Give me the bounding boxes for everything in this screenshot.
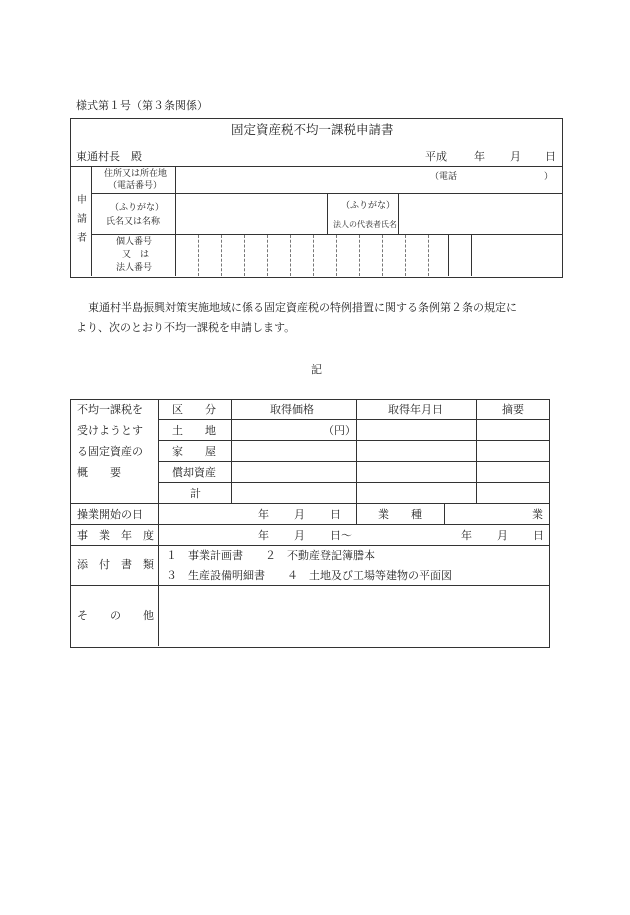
building-price-field[interactable] [233, 442, 354, 460]
phone-close: ） [544, 172, 554, 182]
address-label: 住所又は所在地 [104, 169, 168, 179]
applicant-label-1: 申 [77, 195, 87, 206]
start-year: 年 [258, 508, 269, 521]
total-note-field[interactable] [478, 484, 547, 502]
total-date-field[interactable] [358, 484, 474, 502]
details-label-2: 受けようとす [77, 424, 143, 437]
name-label: 氏名又は名称 [106, 217, 161, 227]
industry-field[interactable] [446, 505, 530, 523]
row-depreciable-label: 償却資産 [172, 466, 216, 479]
phone-open: （電話 [430, 172, 458, 182]
industry-label: 業 種 [378, 508, 422, 521]
attachments-label: 添 付 書 類 [77, 558, 154, 571]
id-label-1: 個人番号 [116, 237, 153, 247]
id-label-3: 法人番号 [116, 263, 153, 273]
ki-label: 記 [311, 363, 322, 376]
start-day: 日 [330, 508, 341, 521]
other-label: そ の 他 [77, 609, 154, 622]
fiscal-from-month: 月 [294, 529, 305, 542]
date-month-label: 月 [510, 150, 521, 163]
col-category-header: 区 分 [172, 403, 216, 416]
fiscal-from-day: 日～ [330, 529, 352, 542]
date-day-label: 日 [545, 150, 556, 163]
details-label-1: 不均一課税を [77, 403, 143, 416]
depreciable-price-field[interactable] [233, 463, 354, 481]
col-date-header: 取得年月日 [388, 403, 443, 416]
id-label-2: 又 は [122, 250, 150, 260]
start-month: 月 [294, 508, 305, 521]
name-field[interactable] [180, 196, 324, 232]
yen-unit: （円） [323, 424, 356, 437]
fiscal-to-month: 月 [497, 529, 508, 542]
fiscal-year-label: 事 業 年 度 [77, 529, 154, 542]
industry-suffix: 業 [532, 508, 543, 521]
fiscal-to-year: 年 [461, 529, 472, 542]
id-number-field[interactable] [176, 235, 472, 276]
date-year-label: 年 [474, 150, 485, 163]
col-note-header: 摘要 [502, 403, 524, 416]
start-date-field[interactable] [160, 505, 354, 523]
representative-field[interactable] [402, 196, 558, 232]
depreciable-date-field[interactable] [358, 463, 474, 481]
furigana-label: （ふりがな） [110, 203, 165, 213]
date-era: 平成 [425, 150, 447, 163]
building-note-field[interactable] [478, 442, 547, 460]
attachment-line-2: ３ 生産設備明細書 ４ 土地及び工場等建物の平面図 [166, 569, 452, 582]
land-note-field[interactable] [478, 421, 547, 439]
applicant-label-2: 請 [77, 214, 87, 225]
address-field[interactable] [180, 169, 420, 191]
row-land-label: 土 地 [172, 424, 216, 437]
body-line-2: より、次のとおり不均一課税を申請します。 [76, 321, 296, 334]
attachment-line-1: １ 事業計画書 ２ 不動産登記簿謄本 [166, 549, 375, 562]
col-price-header: 取得価格 [270, 403, 314, 416]
addressee: 東通村長 殿 [76, 150, 142, 163]
fiscal-year-field[interactable] [160, 526, 546, 544]
phone-label: （電話番号） [108, 181, 163, 191]
form-number: 様式第１号（第３条関係） [76, 99, 208, 112]
body-line-1: 東通村半島振興対策実施地域に係る固定資産税の特例措置に関する条例第２条の規定に [88, 301, 517, 314]
applicant-label-3: 者 [77, 233, 87, 244]
details-label-3: る固定資産の [77, 445, 143, 458]
rep-label: 法人の代表者氏名 [333, 220, 397, 229]
row-building-label: 家 屋 [172, 445, 216, 458]
fiscal-from-year: 年 [258, 529, 269, 542]
other-field[interactable] [160, 587, 546, 644]
fiscal-to-day: 日 [533, 529, 544, 542]
depreciable-note-field[interactable] [478, 463, 547, 481]
total-price-field[interactable] [233, 484, 354, 502]
form-title: 固定資産税不均一課税申請書 [231, 122, 394, 137]
land-price-field[interactable] [233, 421, 354, 439]
row-total-label: 計 [190, 487, 201, 500]
building-date-field[interactable] [358, 442, 474, 460]
rep-furigana-label: （ふりがな） [341, 201, 396, 211]
details-label-4: 概 要 [77, 466, 121, 479]
start-date-label: 操業開始の日 [77, 508, 143, 521]
land-date-field[interactable] [358, 421, 474, 439]
